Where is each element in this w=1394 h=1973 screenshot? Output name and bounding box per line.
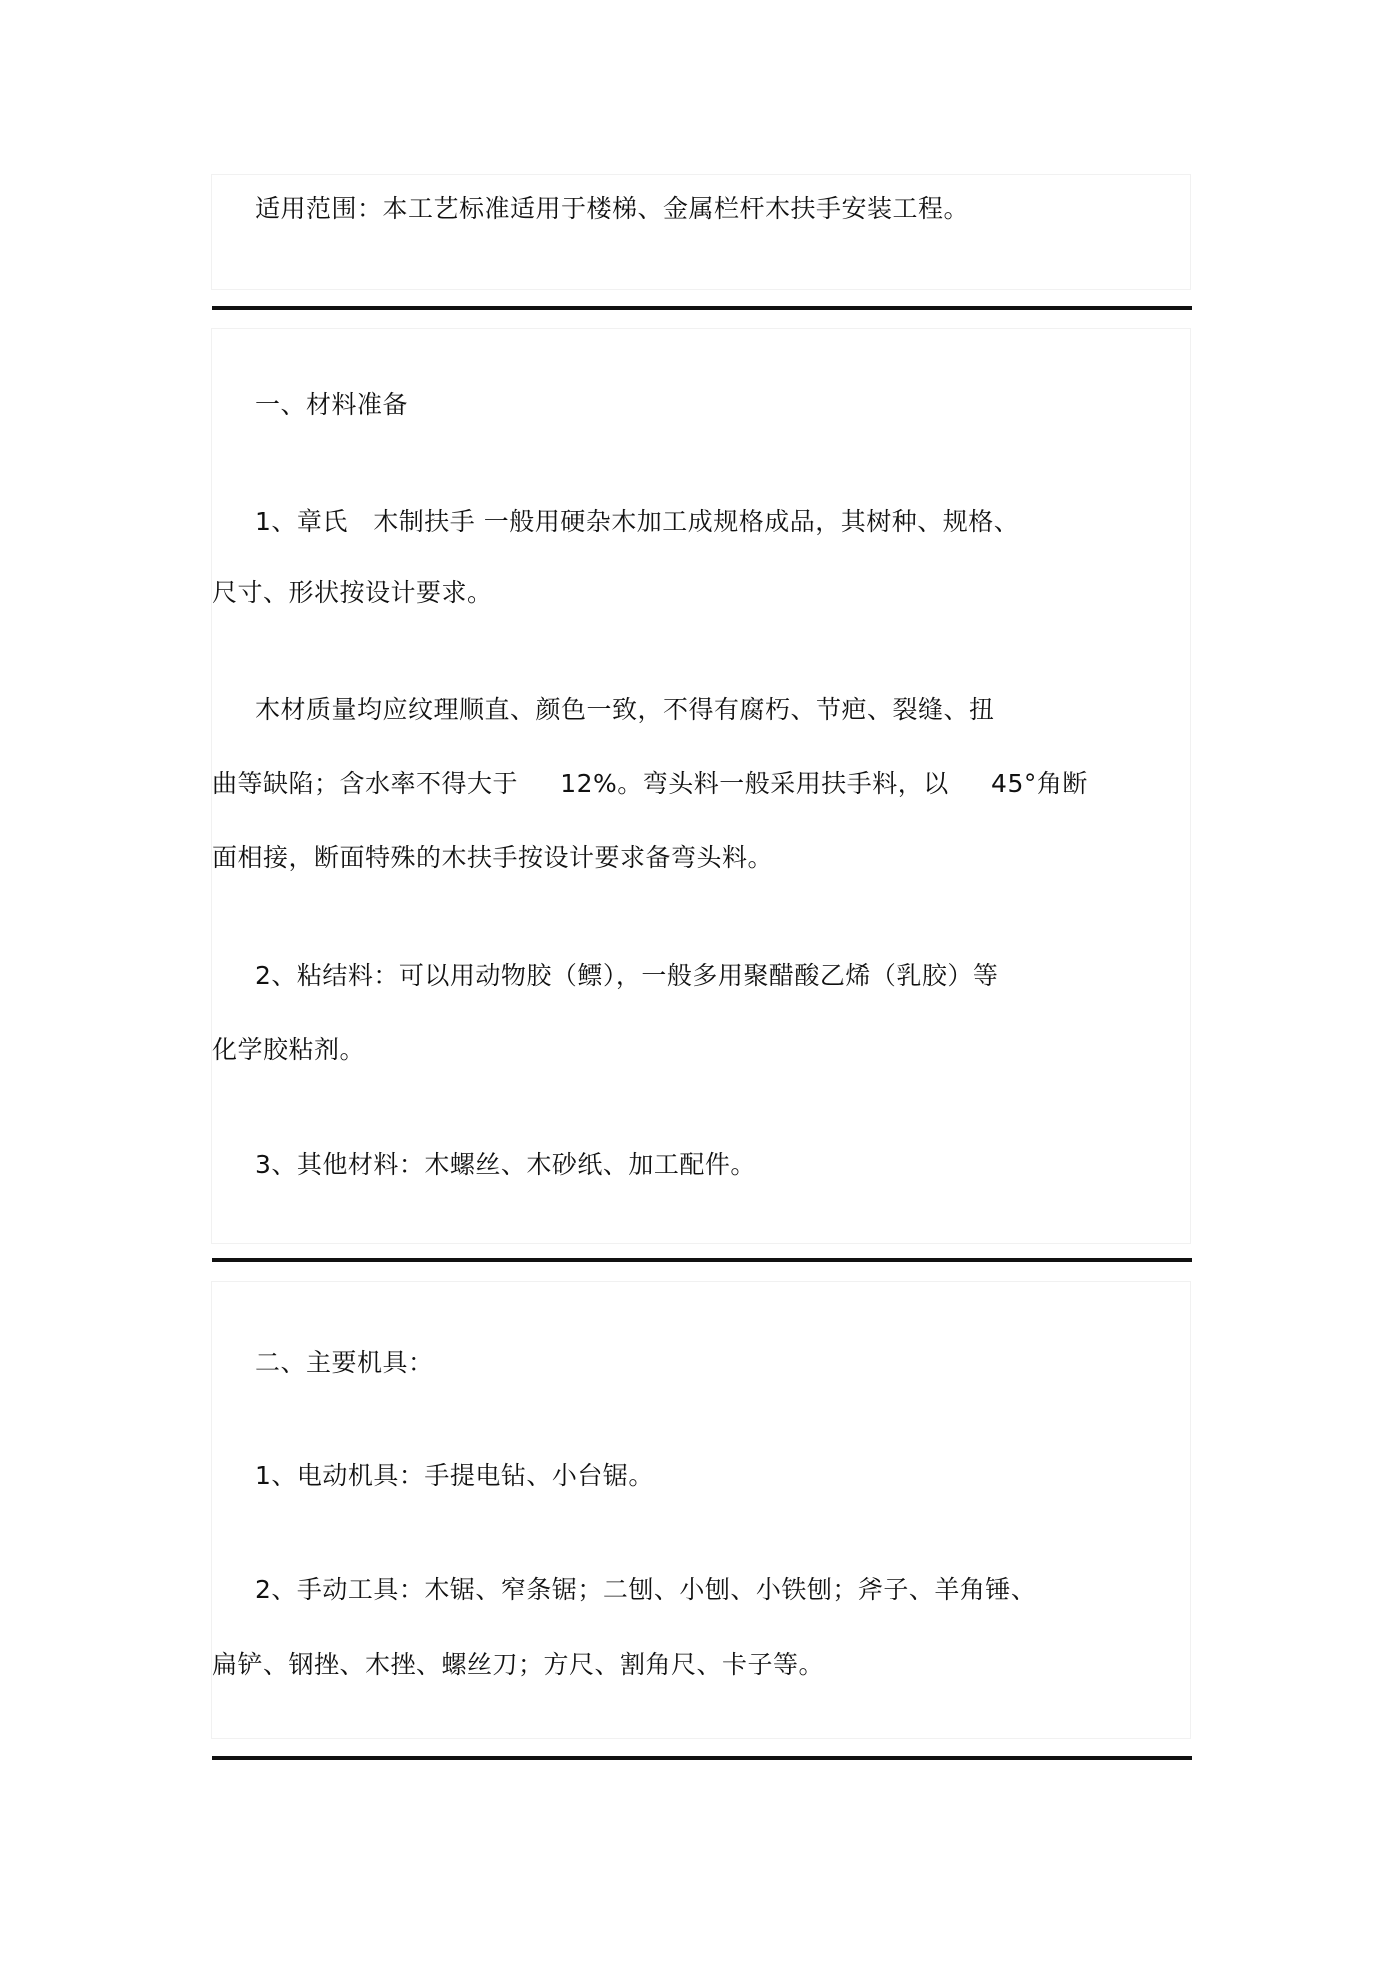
materials-item2-line2: 化学胶粘剂。: [212, 1035, 366, 1064]
materials-item2-line1: 2、粘结料：可以用动物胶（鳔），一般多用聚醋酸乙烯（乳胶）等: [255, 961, 999, 990]
materials-quality-line2: 曲等缺陷；含水率不得大于 12%。弯头料一般采用扶手料，以 45°角断: [212, 769, 1088, 798]
section-divider: [212, 1258, 1192, 1262]
materials-item3: 3、其他材料：木螺丝、木砂纸、加工配件。: [255, 1150, 756, 1179]
tools-item2-line1: 2、手动工具：木锯、窄条锯；二刨、小刨、小铁刨；斧子、羊角锤、: [255, 1575, 1037, 1604]
materials-item1-line2: 尺寸、形状按设计要求。: [212, 578, 493, 607]
scope-text: 适用范围：本工艺标准适用于楼梯、金属栏杆木扶手安装工程。: [255, 194, 970, 223]
materials-heading: 一、材料准备: [255, 390, 409, 419]
tools-item1: 1、电动机具：手提电钻、小台锯。: [255, 1461, 654, 1490]
section-divider: [212, 1756, 1192, 1760]
tools-heading: 二、主要机具：: [255, 1348, 434, 1377]
materials-quality-line3: 面相接，断面特殊的木扶手按设计要求备弯头料。: [212, 843, 774, 872]
tools-item2-line2: 扁铲、钢挫、木挫、螺丝刀；方尺、割角尺、卡子等。: [212, 1650, 825, 1679]
materials-quality-line1: 木材质量均应纹理顺直、颜色一致，不得有腐朽、节疤、裂缝、扭: [255, 695, 995, 724]
materials-item1-line1: 1、章氏 木制扶手 一般用硬杂木加工成规格成品，其树种、规格、: [255, 507, 1020, 536]
scope-section: [211, 174, 1191, 290]
section-divider: [212, 306, 1192, 310]
